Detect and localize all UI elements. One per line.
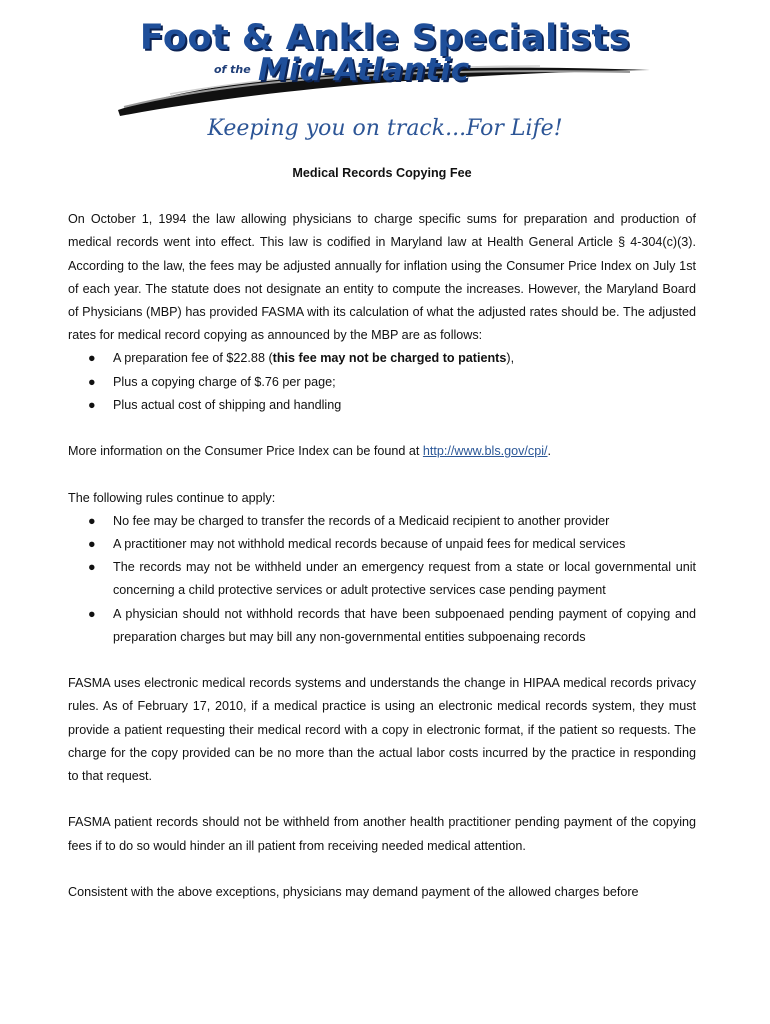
fee-prep-bold: this fee may not be charged to patients	[272, 351, 507, 366]
logo-subtitle: Mid-Atlantic	[258, 52, 470, 88]
withheld-paragraph: FASMA patient records should not be withheld from another health practitioner pending payment of the copying fees if to do so would hinder an ill patient from receiving needed medical attention.	[68, 815, 696, 853]
bullet-icon: ●	[88, 606, 96, 621]
hipaa-paragraph: FASMA uses electronic medical records systems and understands the change in HIPAA medical records privacy rules. As of February 17, 2010, if a medical practice is using an electronic medical records system, they must provide a patient requesting their medical record with a copy in electronic format, if the patient so requests. The charge for the copy provided can be no more than the actual labor costs incurred by the practice in responding to that request.	[68, 676, 696, 784]
fee-copying-text: Plus a copying charge of $.76 per page;	[113, 374, 336, 389]
bullet-icon: ●	[88, 513, 96, 528]
document-heading: Medical Records Copying Fee	[292, 166, 472, 180]
bullet-icon: ●	[88, 374, 96, 389]
logo-tagline: Keeping you on track...For Life!	[207, 116, 563, 141]
fee-list	[68, 347, 696, 417]
rule-text: A practitioner may not withhold medical records because of unpaid fees for medical services	[113, 537, 626, 552]
cpi-text: More information on the Consumer Price Index can be found at	[68, 444, 423, 459]
rules-list	[68, 510, 696, 649]
bullet-icon: ●	[88, 537, 96, 552]
rule-item	[88, 510, 696, 533]
rule-item	[88, 533, 696, 556]
fee-shipping-text: Plus actual cost of shipping and handling	[113, 397, 342, 412]
bullet-icon: ●	[88, 397, 96, 412]
rule-text: A physician should not withhold records that have been subpoenaed pending payment of copying and preparation charges but may bill any non-governmental entities subpoenaing records	[113, 606, 696, 644]
intro-paragraph: On October 1, 1994 the law allowing physicians to charge specific sums for preparation and production of medical records went into effect. This law is codified in Maryland law at Health General Article § 4-304(c)(3). According to the law, the fees may be adjusted annually for inflation using the Consumer Price Index on July 1st of each year. The statute does not designate an entity to compute the increases. However, the Maryland Board of Physicians (MBP) has provided FASMA with its calculation of what the adjusted rates should be. The adjusted rates for medical record copying as announced by the MBP are as follows:	[68, 212, 696, 343]
fee-prep-text: A preparation fee of $22.88 (	[113, 351, 273, 366]
rule-item	[88, 603, 696, 649]
logo-title: Foot & Ankle Specialists	[139, 18, 631, 58]
logo-of-the: of the	[214, 63, 251, 76]
rules-intro: The following rules continue to apply:	[68, 490, 276, 505]
cpi-link[interactable]: http://www.bls.gov/cpi/	[422, 444, 548, 459]
bullet-icon: ●	[88, 351, 96, 366]
cpi-paragraph	[68, 440, 696, 463]
fee-prep-end: ),	[506, 351, 515, 366]
bullet-icon: ●	[88, 560, 96, 575]
consistent-paragraph: Consistent with the above exceptions, physicians may demand payment of the allowed charges before	[68, 885, 639, 900]
rule-text: No fee may be charged to transfer the records of a Medicaid recipient to another provider	[113, 513, 610, 528]
rule-item	[88, 556, 696, 602]
practice-logo	[110, 12, 660, 152]
fee-item-preparation	[88, 347, 696, 370]
fee-item-shipping	[88, 394, 696, 417]
rule-text: The records may not be withheld under an emergency request from a state or local governmental unit concerning a child protective services or adult protective services case pending payment	[113, 560, 696, 598]
cpi-end: .	[547, 444, 552, 459]
fee-item-copying	[88, 371, 696, 394]
document-body	[68, 162, 696, 927]
